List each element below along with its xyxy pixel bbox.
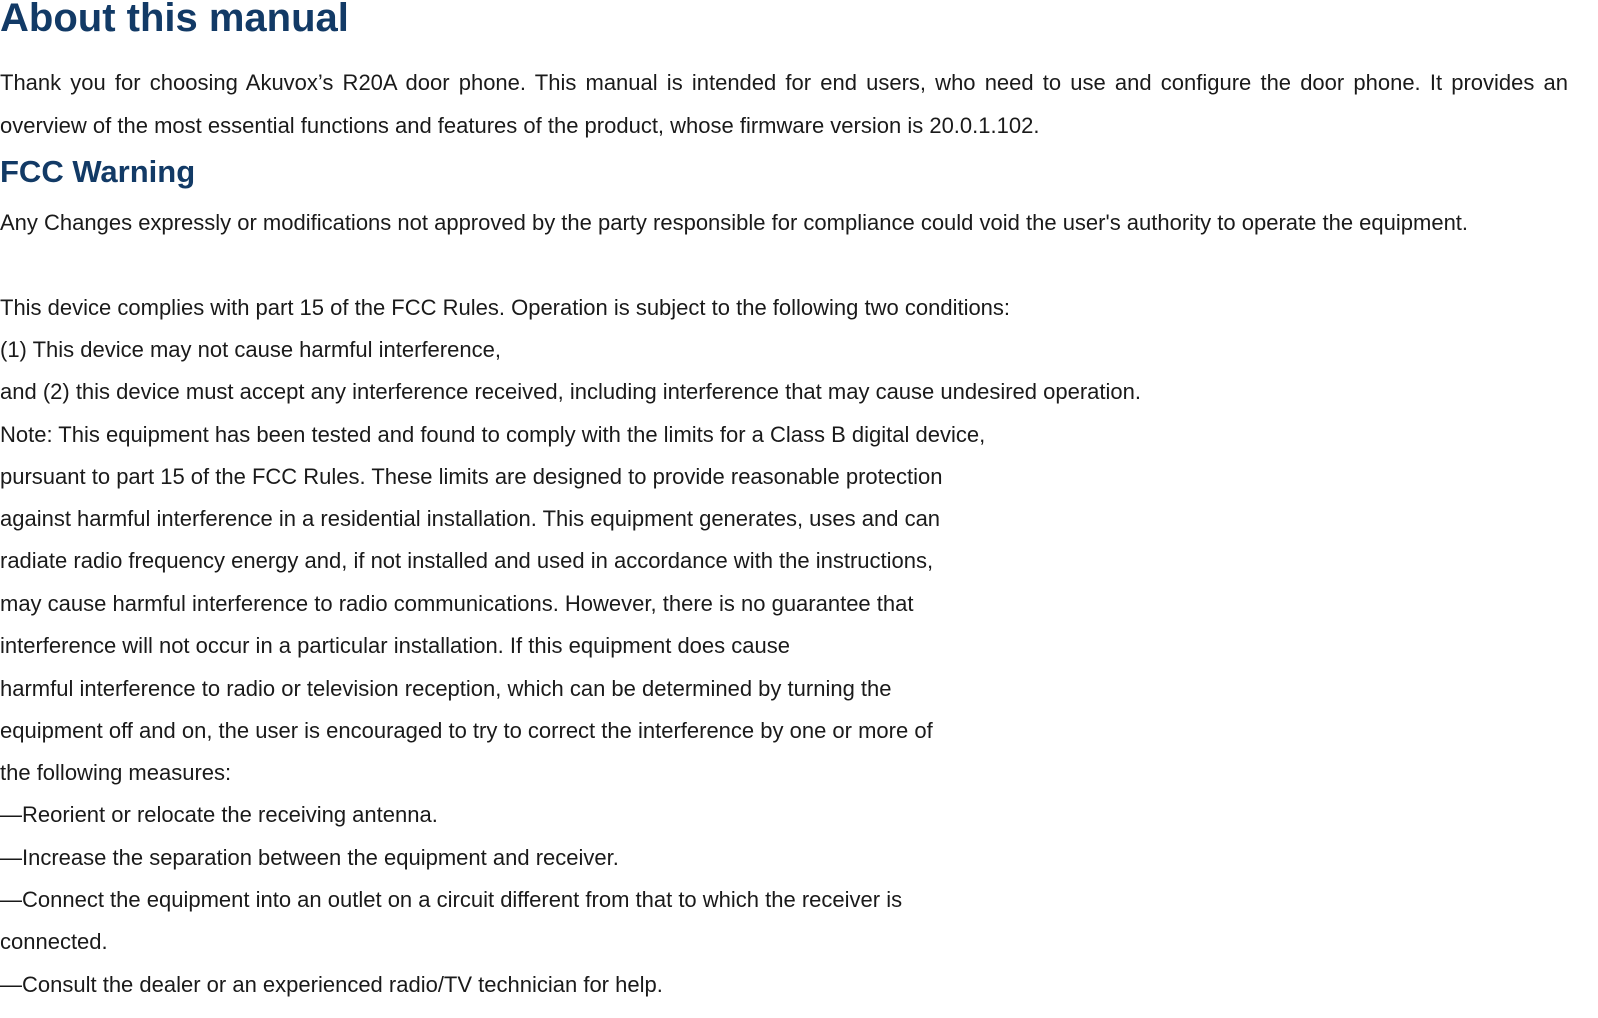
fcc-line: equipment off and on, the user is encouraged to try to correct the interference by one or more of bbox=[0, 718, 933, 743]
fcc-line: and (2) this device must accept any interference received, including interference that may cause undesired operation. bbox=[0, 379, 1141, 404]
fcc-line: (1) This device may not cause harmful interference, bbox=[0, 337, 501, 362]
fcc-line: the following measures: bbox=[0, 760, 232, 785]
fcc-line: pursuant to part 15 of the FCC Rules. These limits are designed to provide reasonable protection bbox=[0, 464, 943, 489]
measure-item: —Consult the dealer or an experienced radio/TV technician for help. bbox=[0, 972, 663, 997]
intro-paragraph: Thank you for choosing Akuvox’s R20A door phone. This manual is intended for end users, who need to use and configure the door phone. It provides an overview of the most essential functions and features of the product, whose firmware version is 20.0.1.102. bbox=[0, 70, 1568, 138]
fcc-paragraph: Any Changes expressly or modifications not approved by the party responsible for compliance could void the user's authority to operate the equipment. bbox=[0, 210, 1469, 235]
fcc-line: against harmful interference in a residential installation. This equipment generates, uses and can bbox=[0, 506, 941, 531]
fcc-line: This device complies with part 15 of the FCC Rules. Operation is subject to the following two conditions: bbox=[0, 295, 1011, 320]
fcc-line: may cause harmful interference to radio communications. However, there is no guarantee that bbox=[0, 591, 914, 616]
measure-item: —Reorient or relocate the receiving antenna. bbox=[0, 802, 438, 827]
measure-item-continuation: connected. bbox=[0, 929, 108, 954]
measure-item: —Increase the separation between the equipment and receiver. bbox=[0, 845, 619, 870]
page-title: About this manual bbox=[0, 0, 349, 40]
measure-item: —Connect the equipment into an outlet on a circuit different from that to which the receiver is bbox=[0, 887, 903, 912]
fcc-line: harmful interference to radio or television reception, which can be determined by turning the bbox=[0, 676, 892, 701]
fcc-line: interference will not occur in a particular installation. If this equipment does cause bbox=[0, 633, 790, 658]
fcc-line: radiate radio frequency energy and, if not installed and used in accordance with the instructions, bbox=[0, 548, 934, 573]
fcc-line: Note: This equipment has been tested and found to comply with the limits for a Class B digital device, bbox=[0, 422, 986, 447]
section-heading-fcc-warning: FCC Warning bbox=[0, 154, 196, 189]
